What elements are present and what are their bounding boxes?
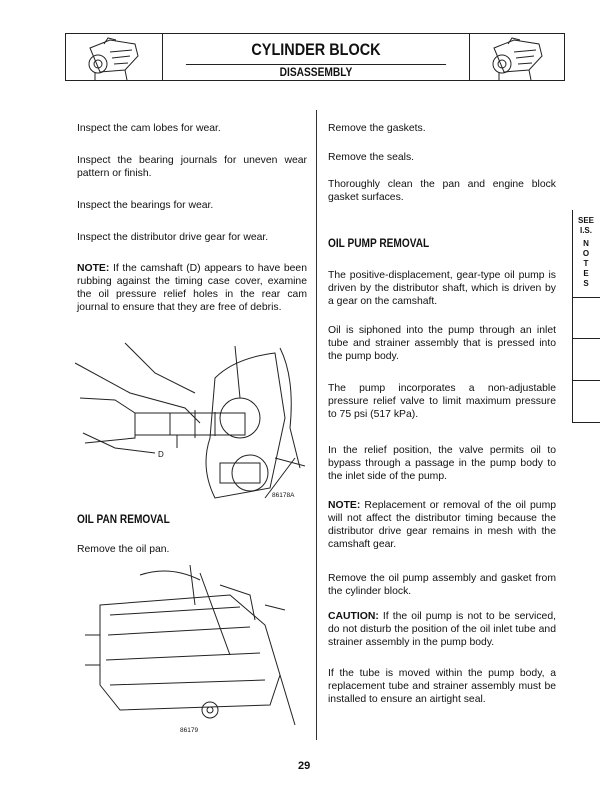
paragraph: The pump incorporates a non-adjustable pressure relief valve to limit maximum pressure to 75 psi (517 kPa). — [328, 383, 556, 420]
see-is-notes-tab — [574, 216, 598, 289]
see-label: SEE — [577, 216, 594, 225]
sidebar-divider — [572, 380, 600, 381]
engine-icon — [484, 36, 550, 80]
sidebar-divider — [572, 297, 600, 298]
header-right-cell — [469, 34, 564, 80]
column-divider — [316, 110, 317, 740]
is-label: I.S. — [579, 226, 592, 235]
paragraph: If the tube is moved within the pump body, a replacement tube and strainer assembly must be installed to ensure an airtight seal. — [328, 668, 556, 705]
paragraph: In the relief position, the valve permits oil to bypass through a passage in the pump body to the inlet side of the pump. — [328, 445, 556, 482]
paragraph: Thoroughly clean the pan and engine block gasket surfaces. — [328, 179, 556, 203]
page-subtitle: DISASSEMBLY — [279, 65, 353, 79]
notes-letter: N — [583, 239, 589, 248]
notes-letter: O — [582, 249, 590, 258]
paragraph: Remove the oil pump assembly and gasket from the cylinder block. — [328, 573, 556, 597]
header-left-cell — [66, 34, 163, 80]
note-text: If the camshaft (D) appears to have been rubbing against the timing case cover, examine the oil pressure relief holes in the rear cam journal to ensure that they are free of debris. — [77, 263, 307, 313]
paragraph: Remove the oil pan. — [77, 544, 170, 555]
camshaft-removal-figure — [75, 338, 305, 508]
paragraph: The positive-displacement, gear-type oil pump is driven by the distributor shaft, which is driven by a gear on the camshaft. — [328, 270, 556, 307]
caution-paragraph — [328, 610, 556, 649]
paragraph: Inspect the bearings for wear. — [77, 200, 214, 211]
caution-text: If the oil pump is not to be serviced, do not disturb the position of the oil inlet tube and strainer assembly in the pump body. — [328, 611, 556, 648]
notes-letter: E — [583, 269, 589, 278]
note-paragraph — [77, 262, 307, 314]
notes-letter: T — [583, 259, 589, 268]
figure-number: 86178A — [272, 492, 295, 499]
oil-pan-removal-figure — [80, 565, 300, 730]
paragraph: Oil is siphoned into the pump through an inlet tube and strainer assembly that is pressed into the pump body. — [328, 325, 556, 362]
sidebar-divider — [572, 422, 600, 423]
paragraph: Inspect the bearing journals for uneven wear pattern or finish. — [77, 155, 307, 179]
notes-letter: S — [583, 279, 589, 288]
engine-icon — [80, 36, 146, 80]
caution-label: CAUTION: — [328, 611, 379, 622]
note-label: NOTE: — [77, 263, 110, 274]
paragraph: Inspect the cam lobes for wear. — [77, 123, 221, 134]
notes-sidebar-line — [572, 210, 573, 422]
page-number: 29 — [298, 760, 311, 772]
section-heading-oil-pump-removal: OIL PUMP REMOVAL — [328, 238, 430, 250]
paragraph: Remove the seals. — [328, 152, 415, 163]
note-text: Replacement or removal of the oil pump will not affect the distributor timing because the distributor drive gear remains in mesh with the camshaft gear. — [328, 500, 556, 550]
sidebar-divider — [572, 338, 600, 339]
note-label: NOTE: — [328, 500, 361, 511]
page-header — [65, 33, 565, 81]
page-title: CYLINDER BLOCK — [186, 34, 446, 65]
note-paragraph — [328, 499, 556, 551]
paragraph: Inspect the distributor drive gear for wear. — [77, 232, 269, 243]
figure-number: 86179 — [180, 727, 199, 734]
callout-d: D — [158, 450, 164, 459]
section-heading-oil-pan-removal: OIL PAN REMOVAL — [77, 514, 170, 526]
paragraph: Remove the gaskets. — [328, 123, 426, 134]
